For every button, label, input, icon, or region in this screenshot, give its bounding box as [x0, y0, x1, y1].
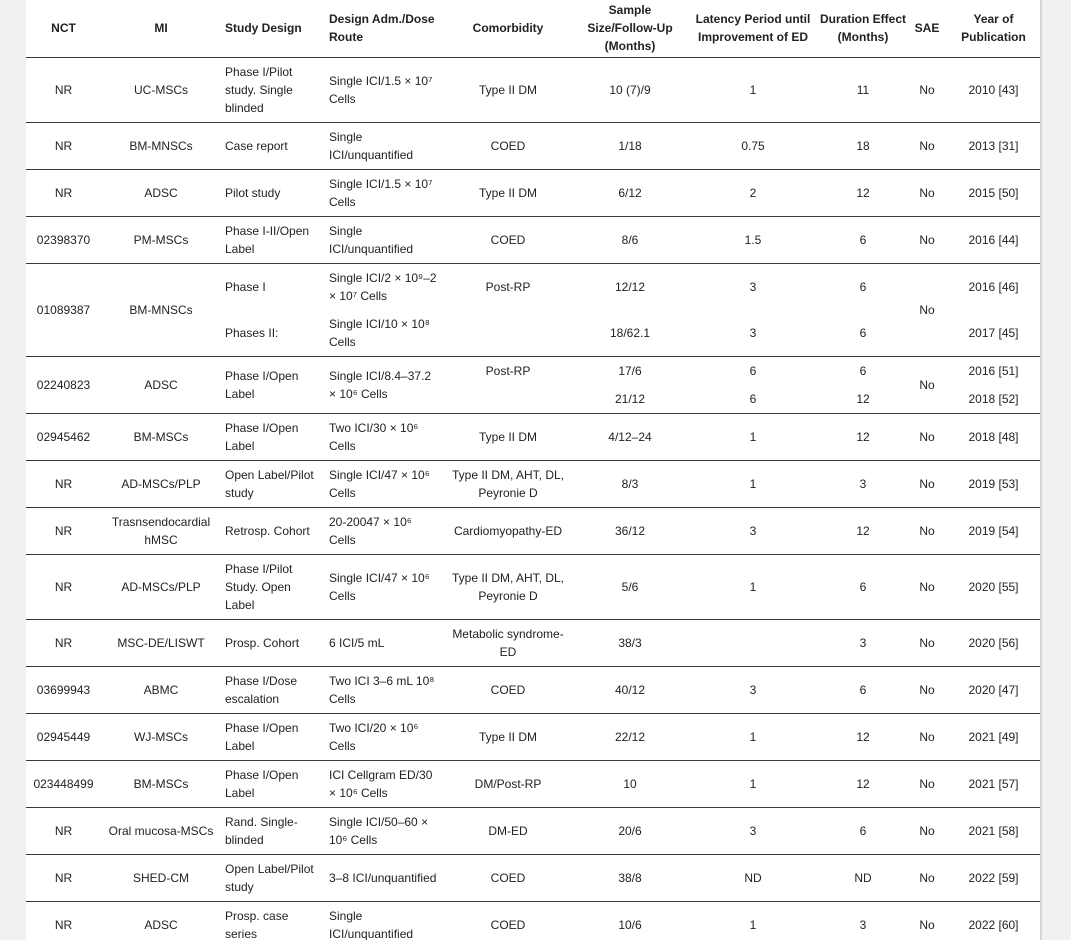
cell-year-a: 2016 [51] [968, 363, 1019, 378]
table-row-split [26, 356, 1040, 413]
cell-latency: 1 [687, 760, 819, 807]
cell-latency: 3 [687, 507, 819, 554]
cell-route: 6 ICI/5 mL [325, 619, 443, 666]
cell-mi: WJ-MSCs [101, 713, 221, 760]
cell-year: 2021 [49] [947, 713, 1040, 760]
cell-latency: 2 [687, 169, 819, 216]
cell-duration: 6 [819, 807, 907, 854]
stem-cell-trials-table [26, 0, 1040, 940]
cell-nct: NR [26, 122, 101, 169]
cell-sample: 1/18 [573, 122, 687, 169]
cell-latency: 3 [687, 666, 819, 713]
cell-route: Two ICI/20 × 10⁶ Cells [325, 713, 443, 760]
cell-design: Phase I/Open Label [221, 760, 325, 807]
cell-duration: 11 [819, 57, 907, 122]
cell-mi: AD-MSCs/PLP [101, 554, 221, 619]
header-year: Year of Publication [947, 0, 1040, 57]
cell-duration: 3 [819, 619, 907, 666]
cell-design: Case report [221, 122, 325, 169]
cell-design: Pilot study [221, 169, 325, 216]
cell-year: 2019 [53] [947, 460, 1040, 507]
cell-route: Single ICI/47 × 10⁶ Cells [325, 554, 443, 619]
table-row [26, 216, 1040, 263]
cell-comorbidity: Type II DM, AHT, DL, Peyronie D [443, 460, 573, 507]
table-container [26, 0, 1040, 940]
cell-latency: 1.5 [687, 216, 819, 263]
cell-comorbidity: COED [443, 901, 573, 940]
cell-year: 2013 [31] [947, 122, 1040, 169]
cell-sample: 22/12 [573, 713, 687, 760]
cell-latency-a: 6 [749, 363, 757, 378]
cell-year: 2019 [54] [947, 507, 1040, 554]
cell-duration: 18 [819, 122, 907, 169]
cell-sae: No [907, 807, 947, 854]
cell-comorbidity: Type II DM, AHT, DL, Peyronie D [443, 554, 573, 619]
cell-sample: 36/12 [573, 507, 687, 554]
header-route: Design Adm./Dose Route [325, 0, 443, 57]
cell-route: Single ICI/8.4–37.2 × 10⁶ Cells [325, 356, 443, 413]
cell-design: Retrosp. Cohort [221, 507, 325, 554]
table-row [26, 460, 1040, 507]
cell-sae: No [907, 413, 947, 460]
cell-duration: 12 [819, 507, 907, 554]
cell-sample: 5/6 [573, 554, 687, 619]
cell-year: 2010 [43] [947, 57, 1040, 122]
cell-duration-a: 6 [859, 279, 867, 294]
table-row-split [26, 263, 1040, 356]
cell-nct: 02945449 [26, 713, 101, 760]
table-row [26, 854, 1040, 901]
header-sample: Sample Size/Follow-Up (Months) [573, 0, 687, 57]
cell-comorbidity-value: Post-RP [485, 363, 531, 378]
cell-duration: 12 [819, 760, 907, 807]
cell-duration: 6 [819, 216, 907, 263]
cell-sample: 38/3 [573, 619, 687, 666]
cell-duration: 12 [819, 169, 907, 216]
cell-sample-a: 17/6 [618, 363, 642, 378]
cell-mi: AD-MSCs/PLP [101, 460, 221, 507]
cell-comorbidity: Metabolic syndrome-ED [443, 619, 573, 666]
cell-route: Single ICI/unquantified [325, 122, 443, 169]
cell-year: 2020 [47] [947, 666, 1040, 713]
cell-route: Single ICI/47 × 10⁶ Cells [325, 460, 443, 507]
cell-duration [819, 356, 907, 413]
cell-duration: 12 [819, 713, 907, 760]
cell-year-b: 2017 [45] [968, 325, 1019, 340]
cell-year: 2022 [59] [947, 854, 1040, 901]
cell-year: 2020 [56] [947, 619, 1040, 666]
cell-route: 3–8 ICI/unquantified [325, 854, 443, 901]
header-mi: MI [101, 0, 221, 57]
cell-sample: 40/12 [573, 666, 687, 713]
cell-duration [819, 263, 907, 356]
cell-year: 2021 [58] [947, 807, 1040, 854]
cell-comorbidity: COED [443, 666, 573, 713]
cell-comorbidity: Type II DM [443, 413, 573, 460]
cell-nct: NR [26, 169, 101, 216]
table-row [26, 807, 1040, 854]
cell-latency: ND [687, 854, 819, 901]
cell-route: Single ICI/1.5 × 10⁷ Cells [325, 169, 443, 216]
header-duration: Duration Effect (Months) [819, 0, 907, 57]
cell-latency: 1 [687, 901, 819, 940]
cell-sae: No [907, 619, 947, 666]
cell-route: 20-20047 × 10⁶ Cells [325, 507, 443, 554]
cell-nct: 02945462 [26, 413, 101, 460]
cell-mi: ADSC [101, 356, 221, 413]
cell-sample: 10 [573, 760, 687, 807]
cell-comorbidity: COED [443, 216, 573, 263]
cell-latency: 0.75 [687, 122, 819, 169]
cell-route: Single ICI/1.5 × 10⁷ Cells [325, 57, 443, 122]
cell-sample: 20/6 [573, 807, 687, 854]
cell-design: Phase I/Pilot Study. Open Label [221, 554, 325, 619]
cell-duration: 12 [819, 413, 907, 460]
cell-route: Single ICI/50–60 × 10⁶ Cells [325, 807, 443, 854]
cell-year-a: 2016 [46] [968, 279, 1019, 294]
cell-mi: BM-MSCs [101, 413, 221, 460]
cell-mi: ABMC [101, 666, 221, 713]
header-comorbidity: Comorbidity [443, 0, 573, 57]
cell-sae: No [907, 356, 947, 413]
cell-duration: 6 [819, 554, 907, 619]
cell-route-phase-ii: Single ICI/10 × 10⁸ Cells [329, 316, 430, 349]
table-row [26, 122, 1040, 169]
cell-nct: 03699943 [26, 666, 101, 713]
cell-comorbidity: Cardiomyopathy-ED [443, 507, 573, 554]
cell-latency: 1 [687, 554, 819, 619]
cell-sae: No [907, 460, 947, 507]
cell-year [947, 356, 1040, 413]
table-row [26, 169, 1040, 216]
cell-sae: No [907, 554, 947, 619]
cell-latency: 1 [687, 413, 819, 460]
cell-design: Phase I/Open Label [221, 413, 325, 460]
cell-sample: 4/12–24 [573, 413, 687, 460]
cell-duration: 3 [819, 901, 907, 940]
cell-nct: NR [26, 854, 101, 901]
cell-nct: NR [26, 901, 101, 940]
cell-sae: No [907, 122, 947, 169]
cell-design: Rand. Single-blinded [221, 807, 325, 854]
cell-mi: ADSC [101, 169, 221, 216]
cell-design-phase-i: Phase I [225, 279, 266, 294]
cell-sample [573, 263, 687, 356]
cell-design-phase-ii: Phases II: [225, 325, 279, 340]
cell-mi: PM-MSCs [101, 216, 221, 263]
cell-sample: 8/6 [573, 216, 687, 263]
cell-sae: No [907, 263, 947, 356]
cell-nct: 01089387 [26, 263, 101, 356]
cell-nct: NR [26, 554, 101, 619]
table-row [26, 507, 1040, 554]
header-study-design: Study Design [221, 0, 325, 57]
cell-latency: 1 [687, 460, 819, 507]
cell-latency [687, 619, 819, 666]
cell-sae: No [907, 507, 947, 554]
cell-duration: ND [819, 854, 907, 901]
cell-nct: 023448499 [26, 760, 101, 807]
cell-comorbidity [443, 356, 573, 413]
table-row [26, 760, 1040, 807]
cell-year-b: 2018 [52] [968, 391, 1019, 406]
cell-route: Single ICI/unquantified [325, 216, 443, 263]
cell-latency-b: 6 [749, 391, 757, 406]
cell-comorbidity: COED [443, 122, 573, 169]
cell-sample-b: 21/12 [614, 391, 646, 406]
cell-year: 2018 [48] [947, 413, 1040, 460]
header-sae: SAE [907, 0, 947, 57]
cell-latency-b: 3 [749, 325, 757, 340]
cell-mi: Trasnsendocardial hMSC [101, 507, 221, 554]
cell-sample: 38/8 [573, 854, 687, 901]
cell-mi: UC-MSCs [101, 57, 221, 122]
cell-design: Phase I/Pilot study. Single blinded [221, 57, 325, 122]
cell-design [221, 263, 325, 356]
cell-latency: 3 [687, 807, 819, 854]
cell-sae: No [907, 216, 947, 263]
cell-year [947, 263, 1040, 356]
table-row [26, 413, 1040, 460]
cell-nct: NR [26, 807, 101, 854]
header-latency: Latency Period until Improvement of ED [687, 0, 819, 57]
cell-nct: NR [26, 57, 101, 122]
cell-year: 2015 [50] [947, 169, 1040, 216]
cell-year: 2022 [60] [947, 901, 1040, 940]
header-nct: NCT [26, 0, 101, 57]
cell-duration-b: 6 [859, 325, 867, 340]
cell-comorbidity-value: Post-RP [485, 279, 531, 294]
page-edge [1040, 0, 1042, 940]
cell-comorbidity [443, 263, 573, 356]
cell-sample-b: 18/62.1 [609, 325, 651, 340]
cell-duration: 3 [819, 460, 907, 507]
cell-route-phase-i: Single ICI/2 × 10⁹–2 × 10⁷ Cells [329, 270, 437, 303]
cell-nct: NR [26, 507, 101, 554]
cell-comorbidity: DM-ED [443, 807, 573, 854]
cell-sample-a: 12/12 [614, 279, 646, 294]
table-row [26, 619, 1040, 666]
cell-sample: 8/3 [573, 460, 687, 507]
cell-design: Open Label/Pilot study [221, 854, 325, 901]
cell-sae: No [907, 854, 947, 901]
cell-nct: NR [26, 619, 101, 666]
cell-sae: No [907, 57, 947, 122]
cell-mi: ADSC [101, 901, 221, 940]
cell-sae: No [907, 666, 947, 713]
cell-design: Open Label/Pilot study [221, 460, 325, 507]
cell-route: Two ICI 3–6 mL 10⁸ Cells [325, 666, 443, 713]
cell-mi: BM-MNSCs [101, 263, 221, 356]
cell-nct: 02398370 [26, 216, 101, 263]
cell-route: Two ICI/30 × 10⁶ Cells [325, 413, 443, 460]
cell-latency: 1 [687, 713, 819, 760]
cell-latency-a: 3 [749, 279, 757, 294]
cell-duration: 6 [819, 666, 907, 713]
cell-route [325, 263, 443, 356]
cell-mi: Oral mucosa-MSCs [101, 807, 221, 854]
cell-duration-b: 12 [856, 391, 870, 406]
cell-sample: 6/12 [573, 169, 687, 216]
cell-route: ICI Cellgram ED/30 × 10⁶ Cells [325, 760, 443, 807]
cell-latency [687, 356, 819, 413]
cell-sae: No [907, 713, 947, 760]
cell-latency [687, 263, 819, 356]
cell-comorbidity: Type II DM [443, 169, 573, 216]
cell-nct: NR [26, 460, 101, 507]
table-row [26, 57, 1040, 122]
cell-sample [573, 356, 687, 413]
cell-year: 2016 [44] [947, 216, 1040, 263]
cell-sae: No [907, 169, 947, 216]
cell-mi: MSC-DE/LISWT [101, 619, 221, 666]
cell-year: 2021 [57] [947, 760, 1040, 807]
cell-design: Prosp. case series [221, 901, 325, 940]
table-row [26, 713, 1040, 760]
cell-sae: No [907, 760, 947, 807]
cell-design: Phase I/Open Label [221, 356, 325, 413]
cell-duration-a: 6 [859, 363, 867, 378]
cell-latency: 1 [687, 57, 819, 122]
table-row [26, 901, 1040, 940]
table-row [26, 666, 1040, 713]
cell-mi: BM-MNSCs [101, 122, 221, 169]
cell-comorbidity: DM/Post-RP [443, 760, 573, 807]
cell-sae: No [907, 901, 947, 940]
cell-mi: SHED-CM [101, 854, 221, 901]
cell-design: Phase I-II/Open Label [221, 216, 325, 263]
cell-nct: 02240823 [26, 356, 101, 413]
cell-mi: BM-MSCs [101, 760, 221, 807]
cell-comorbidity: Type II DM [443, 713, 573, 760]
cell-design: Phase I/Open Label [221, 713, 325, 760]
header-row [26, 0, 1040, 57]
cell-comorbidity: Type II DM [443, 57, 573, 122]
cell-route: Single ICI/unquantified [325, 901, 443, 940]
cell-year: 2020 [55] [947, 554, 1040, 619]
cell-sample: 10/6 [573, 901, 687, 940]
table-row [26, 554, 1040, 619]
cell-sample: 10 (7)/9 [573, 57, 687, 122]
cell-design: Phase I/Dose escalation [221, 666, 325, 713]
cell-comorbidity: COED [443, 854, 573, 901]
cell-design: Prosp. Cohort [221, 619, 325, 666]
